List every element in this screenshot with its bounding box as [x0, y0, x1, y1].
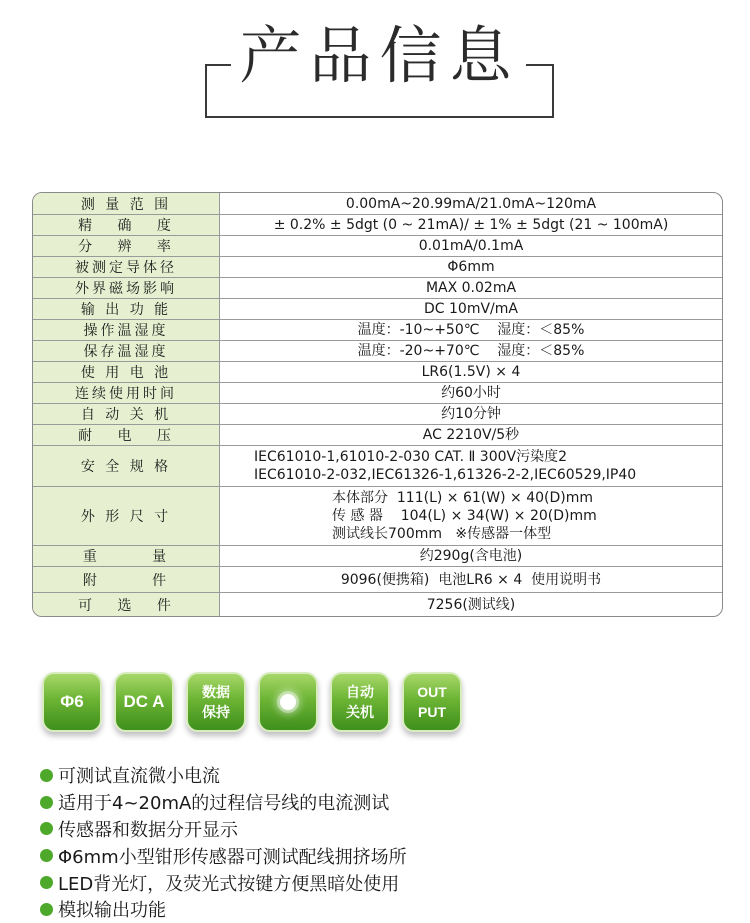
- spec-label: 输 出 功 能: [33, 299, 220, 319]
- spec-row: [33, 319, 722, 340]
- spec-value: IEC61010-1,61010-2-030 CAT. Ⅱ 300V污染度2: [254, 449, 568, 465]
- feature-icon-text: 数据: [202, 684, 230, 700]
- feature-text: 适用于4~20mA的过程信号线的电流测试: [58, 793, 390, 815]
- spec-label: 重 量: [33, 546, 220, 566]
- data-hold-icon: [186, 672, 246, 732]
- feature-icon-text: Φ6: [60, 692, 84, 711]
- spec-row: [33, 214, 722, 235]
- spec-label: 外界磁场影响: [33, 278, 220, 298]
- dca-icon: [114, 672, 174, 732]
- feature-text: 模拟输出功能: [58, 900, 166, 922]
- feature-icon-text: 保持: [202, 704, 230, 720]
- feature-icons: [42, 672, 474, 732]
- bullet-dot-icon: [40, 796, 53, 809]
- spec-row: [33, 403, 722, 424]
- feature-item: [40, 896, 407, 923]
- page-title: 产品信息: [239, 19, 520, 92]
- spec-value-cell: [220, 278, 722, 298]
- spec-value: 7256(测试线): [426, 596, 516, 613]
- phi6-icon: [42, 672, 102, 732]
- feature-icon-text: PUT: [418, 704, 446, 720]
- spec-value-cell: [220, 404, 722, 424]
- spec-value: MAX 0.02mA: [425, 280, 517, 296]
- spec-value: IEC61010-2-032,IEC61326-1,61326-2-2,IEC60529,IP40: [254, 467, 637, 483]
- bullet-dot-icon: [40, 769, 53, 782]
- spec-label: 被测定导体径: [33, 257, 220, 277]
- spec-value: AC 2210V/5秒: [422, 427, 520, 443]
- spec-row: [33, 298, 722, 319]
- feature-icon-text: 自动: [346, 684, 374, 700]
- spec-label: 连续使用时间: [33, 383, 220, 403]
- feature-icon-text: DC A: [123, 692, 165, 711]
- feature-text: 传感器和数据分开显示: [58, 819, 238, 841]
- spec-row: [33, 382, 722, 403]
- spec-value: 传 感 器 104(L) × 34(W) × 20(D)mm: [332, 508, 597, 524]
- spec-value: LR6(1.5V) × 4: [421, 364, 521, 380]
- spec-row: [33, 193, 722, 214]
- spec-row: [33, 340, 722, 361]
- feature-icon-text: OUT: [417, 684, 447, 700]
- spec-value: DC 10mV/mA: [424, 301, 518, 317]
- spec-value: 9096(便携箱) 电池LR6 × 4 使用说明书: [340, 571, 602, 588]
- auto-off-icon: [330, 672, 390, 732]
- feature-item: [40, 762, 407, 789]
- spec-value-cell: [220, 236, 722, 256]
- spec-value: Φ6mm: [447, 259, 495, 275]
- spec-label: 分 辨 率: [33, 236, 220, 256]
- bullet-dot-icon: [40, 903, 53, 916]
- bullet-dot-icon: [40, 876, 53, 889]
- spec-value-cell: [220, 425, 722, 445]
- spec-label: 使 用 电 池: [33, 362, 220, 382]
- spec-value: 约290g(含电池): [419, 548, 523, 564]
- spec-row: [33, 277, 722, 298]
- spec-value: ± 0.2% ± 5dgt (0 ~ 21mA)/ ± 1% ± 5dgt (21 ~ 100mA): [273, 217, 669, 233]
- spec-value-cell: [220, 567, 722, 592]
- feature-item: [40, 842, 407, 869]
- feature-text: 可测试直流微小电流: [58, 766, 220, 788]
- spec-value: 约60小时: [441, 385, 501, 401]
- spec-value: 0.01mA/0.1mA: [418, 238, 524, 254]
- feature-text: Φ6mm小型钳形传感器可测试配线拥挤场所: [58, 846, 407, 868]
- bullet-dot-icon: [40, 822, 53, 835]
- feature-item: [40, 816, 407, 843]
- spec-value-cell: [220, 546, 722, 566]
- spec-value: 温度：-10~+50℃ 湿度：＜85%: [357, 322, 585, 338]
- spec-row: [33, 424, 722, 445]
- feature-icon-text: 关机: [346, 704, 374, 720]
- output-icon: [402, 672, 462, 732]
- spec-value: 本体部分 111(L) × 61(W) × 40(D)mm: [332, 490, 593, 506]
- spec-label: 操作温湿度: [33, 320, 220, 340]
- spec-value: 0.00mA~20.99mA/21.0mA~120mA: [345, 195, 597, 212]
- spec-row: [33, 235, 722, 256]
- spec-label: 精 确 度: [33, 215, 220, 235]
- spec-row: [33, 592, 722, 616]
- spec-value-cell: [220, 446, 722, 486]
- feature-text: LED背光灯，及荧光式按键方便黑暗处使用: [58, 873, 400, 895]
- spec-label: 自 动 关 机: [33, 404, 220, 424]
- spec-value-cell: [220, 215, 722, 235]
- spec-label: 安 全 规 格: [33, 446, 220, 486]
- spec-value-cell: [220, 362, 722, 382]
- spec-value-cell: [220, 257, 722, 277]
- spec-label: 外 形 尺 寸: [33, 487, 220, 545]
- spec-value-cell: [220, 299, 722, 319]
- spec-row: [33, 445, 722, 486]
- spec-value-cell: [220, 320, 722, 340]
- feature-item: [40, 869, 407, 896]
- feature-list: [40, 762, 407, 923]
- spec-label: 耐 电 压: [33, 425, 220, 445]
- spec-value-cell: [220, 383, 722, 403]
- bullet-dot-icon: [40, 849, 53, 862]
- spec-value-cell: [220, 487, 722, 545]
- spec-row: [33, 256, 722, 277]
- spec-row: [33, 566, 722, 592]
- spec-value-cell: [220, 193, 722, 214]
- spec-row: [33, 545, 722, 566]
- spec-value-cell: [220, 341, 722, 361]
- feature-item: [40, 789, 407, 816]
- spec-label: 附 件: [33, 567, 220, 592]
- sun-icon: [280, 694, 296, 710]
- spec-row: [33, 486, 722, 545]
- spec-label: 测 量 范 围: [33, 193, 220, 214]
- backlight-icon: [258, 672, 318, 732]
- spec-row: [33, 361, 722, 382]
- spec-value: 温度：-20~+70℃ 湿度：＜85%: [357, 343, 585, 359]
- spec-value-cell: [220, 593, 722, 616]
- spec-table: [32, 192, 723, 617]
- spec-value: 约10分钟: [441, 406, 501, 422]
- spec-label: 保存温湿度: [33, 341, 220, 361]
- spec-value: 测试线长700mm ※传感器一体型: [332, 526, 552, 542]
- spec-label: 可 选 件: [33, 593, 220, 616]
